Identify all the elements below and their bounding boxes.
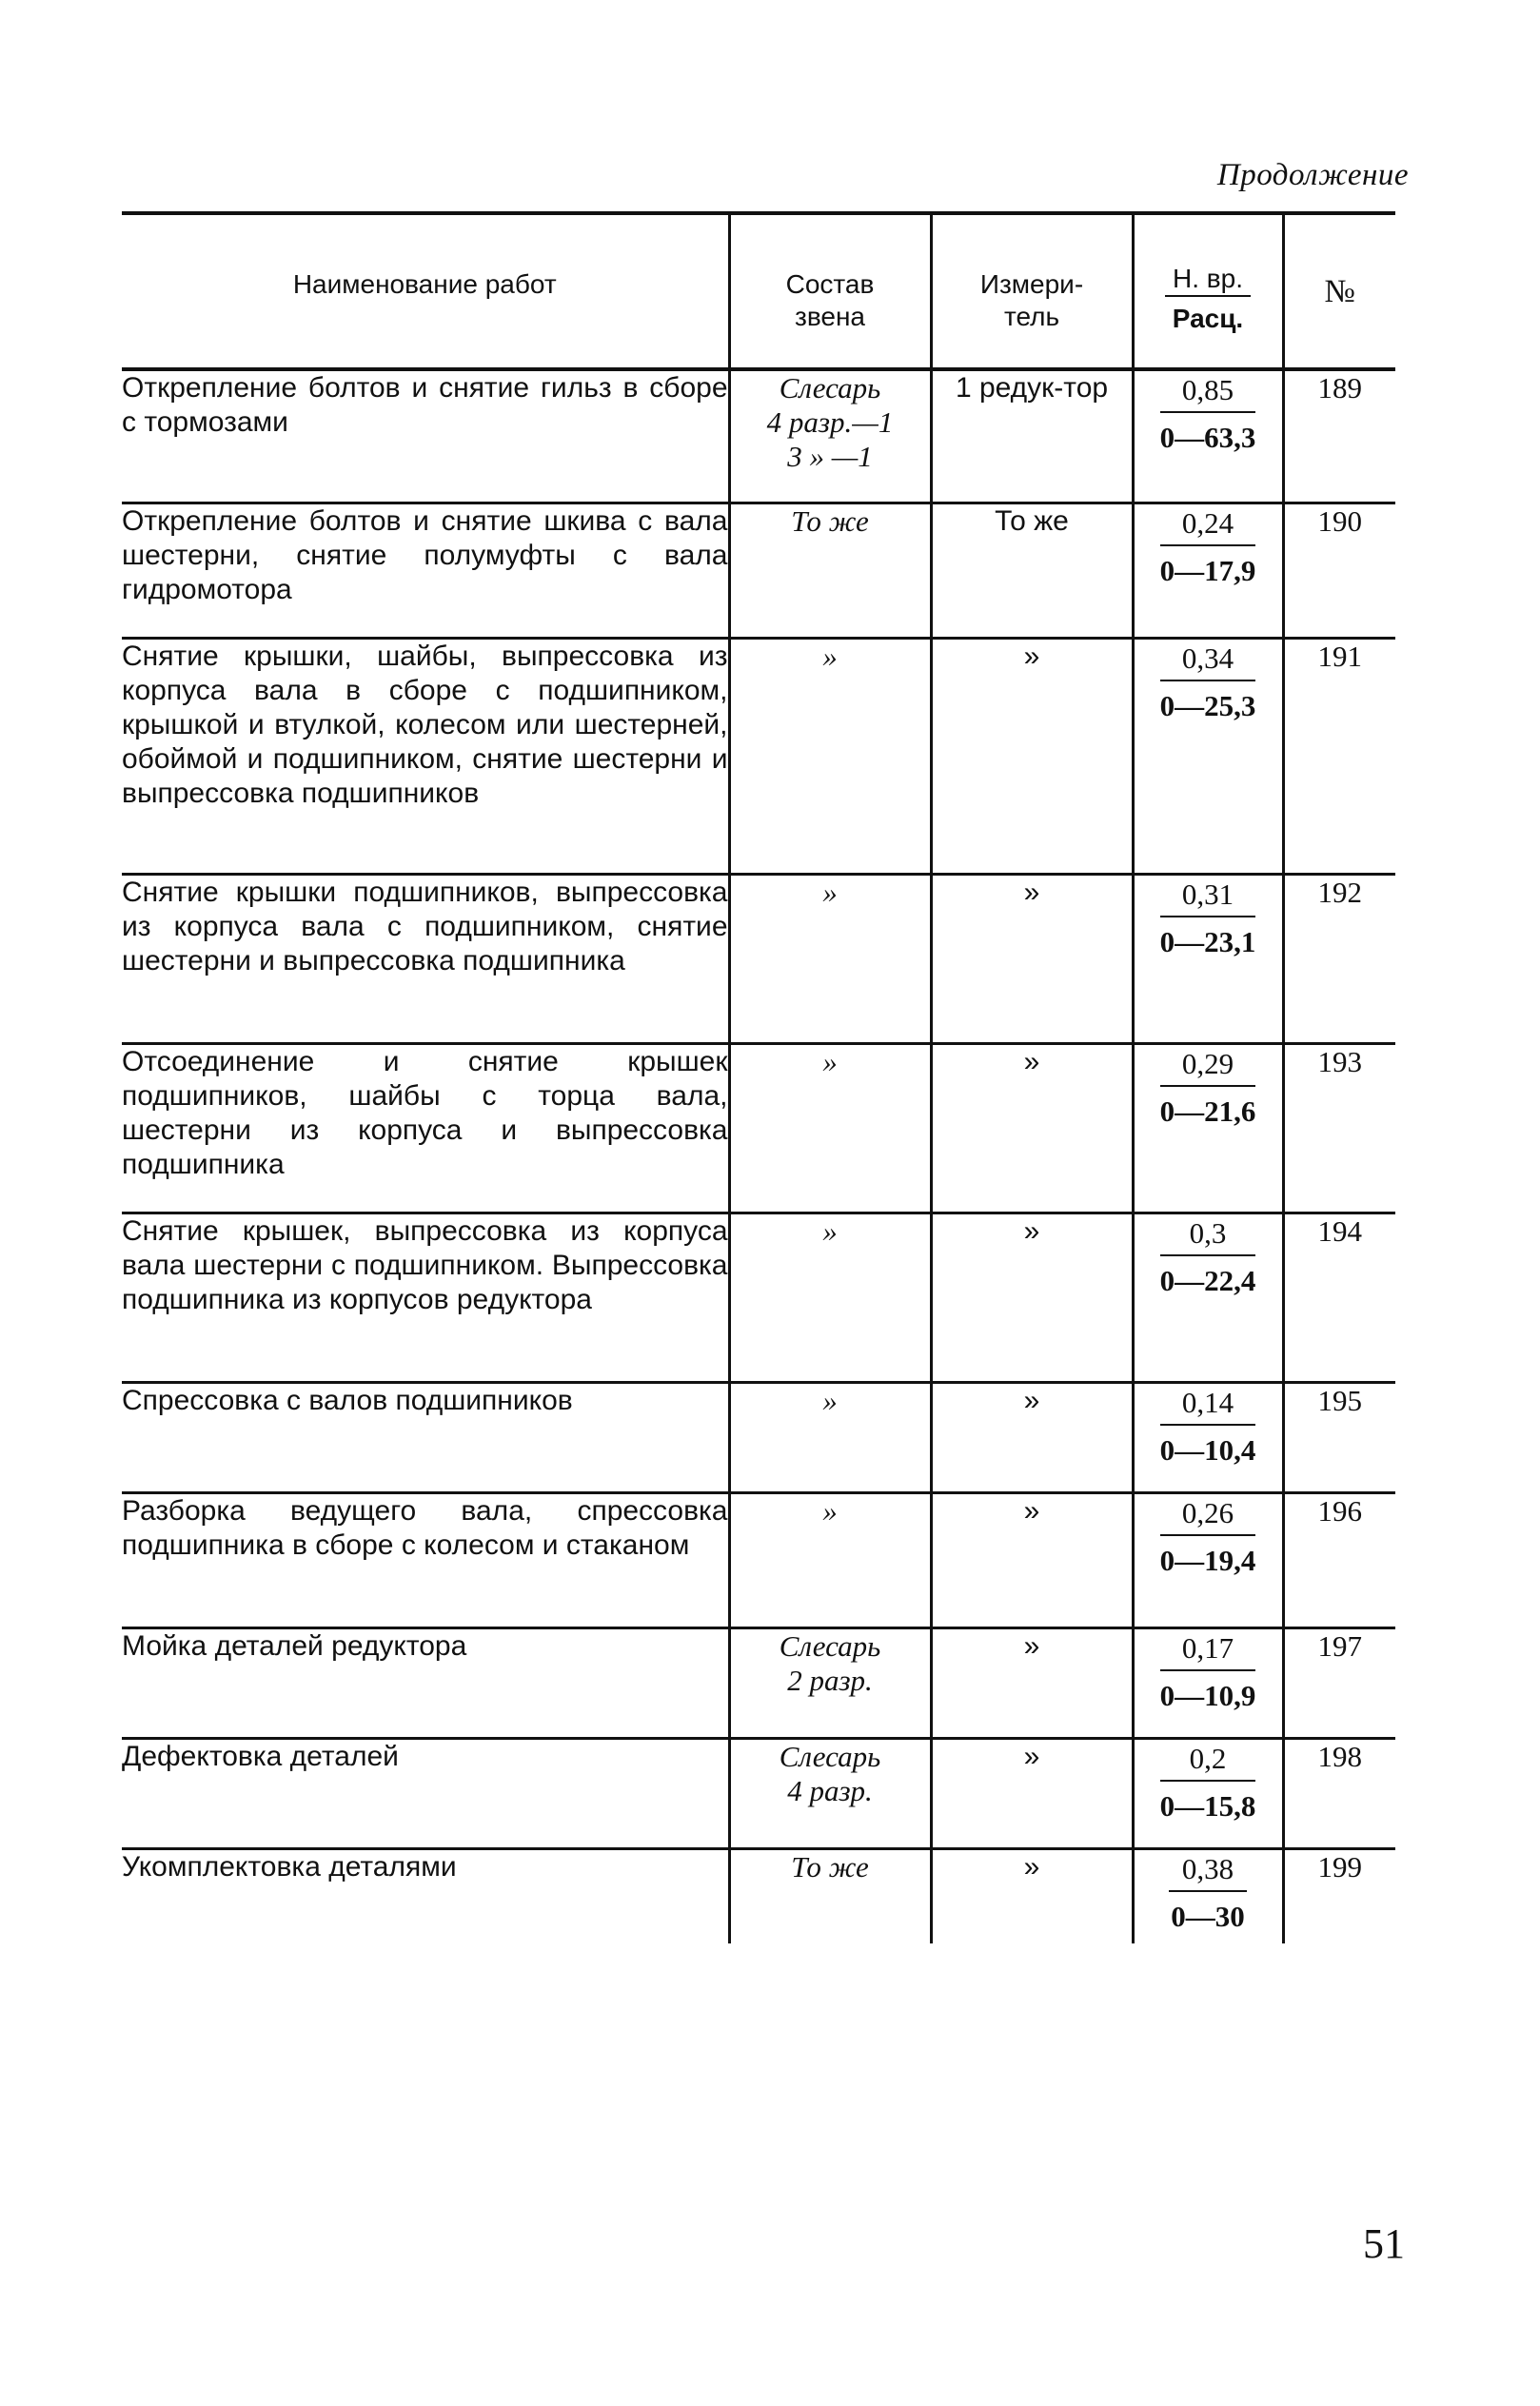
row-number: 199 (1283, 1848, 1395, 1943)
work-name: Снятие крышки, шайбы, выпрессовка из корпуса вала в сборе с подшипником, крышкой и втулкой, колесом или шестерней, обоймой и подшипником, снятие шестерни и выпрессовка подшипников (122, 640, 728, 809)
row-number: 196 (1283, 1492, 1395, 1627)
rate: 0—21,6 (1159, 1094, 1256, 1128)
norm-cell (1133, 1627, 1283, 1738)
page-number: 51 (1363, 2220, 1405, 2267)
meter-unit: » (931, 1382, 1133, 1492)
norm-cell (1133, 874, 1283, 1043)
crew-line: 3 » —1 (787, 440, 873, 473)
meter-unit: » (931, 874, 1133, 1043)
rate: 0—63,3 (1159, 421, 1256, 454)
table-header-row (122, 213, 1395, 369)
crew-composition (729, 1382, 931, 1492)
meter-unit: » (931, 1213, 1133, 1382)
norm-cell (1133, 1213, 1283, 1382)
meter-unit: » (931, 1627, 1133, 1738)
meter-unit: » (931, 638, 1133, 874)
work-name: Спрессовка с валов подшипников (122, 1384, 573, 1416)
time-norm: 0,2 (1160, 1740, 1256, 1782)
work-name: Укомплектовка деталями (122, 1850, 457, 1883)
crew-line: » (822, 1044, 838, 1078)
crew-composition (729, 874, 931, 1043)
norm-fraction (1160, 876, 1256, 963)
crew-composition (729, 1627, 931, 1738)
meter-unit: » (931, 1043, 1133, 1213)
table-row (122, 1492, 1395, 1627)
crew-line: 4 разр.—1 (766, 405, 894, 439)
work-name: Открепление болтов и снятие гильз в сборе с тормозами (122, 372, 728, 438)
table-row (122, 369, 1395, 503)
header-crew: Состав звена (729, 213, 931, 369)
crew-line: Слесарь (779, 1628, 881, 1663)
crew-composition (729, 1043, 931, 1213)
norm-fraction (1169, 1850, 1247, 1938)
time-norm: 0,24 (1160, 504, 1256, 546)
crew-composition (729, 369, 931, 503)
work-name: Отсоединение и снятие крышек подшипников, шайбы с торца вала, шестерни из корпуса и выпрессовка подшипника (122, 1045, 728, 1180)
crew-line: » (822, 1383, 838, 1417)
rate: 0—19,4 (1159, 1543, 1256, 1577)
work-name: Разборка ведущего вала, спрессовка подшипника в сборе с колесом и стаканом (122, 1494, 728, 1561)
crew-line: То же (791, 1849, 869, 1883)
norm-fraction (1160, 1629, 1256, 1717)
meter-unit: » (931, 1848, 1133, 1943)
norms-table (122, 211, 1395, 1943)
row-number: 198 (1283, 1738, 1395, 1848)
time-norm: 0,17 (1160, 1629, 1256, 1671)
crew-line: Слесарь (779, 371, 881, 404)
table-row (122, 638, 1395, 874)
time-norm: 0,3 (1160, 1214, 1256, 1256)
crew-line: » (822, 1213, 838, 1248)
work-name: Снятие крышки подшипников, выпрессовка из корпуса вала с подшипником, снятие шестерни и выпрессовка подшипника (122, 876, 728, 976)
row-number: 195 (1283, 1382, 1395, 1492)
table-row (122, 1848, 1395, 1943)
crew-line: » (822, 639, 838, 673)
table-row (122, 503, 1395, 638)
work-name: Открепление болтов и снятие шкива с вала шестерни, снятие полумуфты с вала гидромотора (122, 504, 728, 605)
row-number: 192 (1283, 874, 1395, 1043)
table-row (122, 1382, 1395, 1492)
crew-line: 4 разр. (787, 1773, 873, 1807)
header-number: № (1283, 213, 1395, 369)
rate: 0—25,3 (1159, 688, 1256, 722)
work-name: Снятие крышек, выпрессовка из корпуса вала шестерни с подшипником. Выпрессовка подшипника из корпусов редуктора (122, 1214, 728, 1315)
row-number: 189 (1283, 369, 1395, 503)
row-number: 194 (1283, 1213, 1395, 1382)
rate: 0—22,4 (1159, 1263, 1256, 1297)
crew-line: Слесарь (779, 1739, 881, 1773)
crew-composition (729, 1848, 931, 1943)
crew-line: 2 разр. (787, 1663, 873, 1697)
norm-cell (1133, 1382, 1283, 1492)
norm-fraction (1160, 504, 1256, 592)
continuation-label: Продолжение (1216, 158, 1409, 192)
norm-cell (1133, 638, 1283, 874)
norm-cell (1133, 1848, 1283, 1943)
crew-composition (729, 1213, 931, 1382)
norm-cell (1133, 503, 1283, 638)
rate: 0—10,9 (1159, 1678, 1256, 1712)
work-name: Дефектовка деталей (122, 1740, 399, 1772)
time-norm: 0,38 (1169, 1850, 1247, 1892)
rate: 0—17,9 (1159, 553, 1256, 587)
rate: 0—15,8 (1159, 1788, 1256, 1823)
table-row (122, 1213, 1395, 1382)
crew-composition (729, 1738, 931, 1848)
time-norm: 0,29 (1160, 1045, 1256, 1087)
meter-unit: » (931, 1738, 1133, 1848)
row-number: 193 (1283, 1043, 1395, 1213)
rate: 0—10,4 (1159, 1432, 1256, 1467)
norm-fraction (1160, 640, 1256, 727)
crew-line: То же (791, 503, 869, 538)
header-norm: $\frac{Н. вр.}{\text{Расц.}}$ (1133, 213, 1283, 369)
norm-fraction (1160, 1740, 1256, 1827)
table-row (122, 1738, 1395, 1848)
norm-cell (1133, 1043, 1283, 1213)
time-norm: 0,34 (1160, 640, 1256, 681)
norm-cell (1133, 1492, 1283, 1627)
table-row (122, 1627, 1395, 1738)
time-norm: 0,31 (1160, 876, 1256, 917)
crew-composition (729, 638, 931, 874)
rate: 0—30 (1171, 1899, 1245, 1933)
time-norm: 0,26 (1160, 1494, 1256, 1536)
header-meter: Измери- тель (931, 213, 1133, 369)
norm-cell (1133, 1738, 1283, 1848)
meter-unit: То же (931, 503, 1133, 638)
meter-unit: 1 редук-тор (931, 369, 1133, 503)
crew-composition (729, 1492, 931, 1627)
row-number: 191 (1283, 638, 1395, 874)
table-row (122, 874, 1395, 1043)
work-name: Мойка деталей редуктора (122, 1629, 467, 1662)
norm-fraction (1160, 1494, 1256, 1582)
row-number: 190 (1283, 503, 1395, 638)
norm-fraction (1160, 1384, 1256, 1471)
meter-unit: » (931, 1492, 1133, 1627)
row-number: 197 (1283, 1627, 1395, 1738)
header-name: Наименование работ (292, 269, 557, 299)
norm-cell (1133, 369, 1283, 503)
rate: 0—23,1 (1159, 924, 1256, 958)
norm-fraction (1160, 1045, 1256, 1133)
crew-line: » (822, 1493, 838, 1528)
norm-fraction (1160, 1214, 1256, 1302)
table-row (122, 1043, 1395, 1213)
crew-line: » (822, 875, 838, 909)
crew-composition (729, 503, 931, 638)
time-norm: 0,14 (1160, 1384, 1256, 1426)
norm-fraction (1160, 371, 1256, 459)
time-norm: 0,85 (1160, 371, 1256, 413)
